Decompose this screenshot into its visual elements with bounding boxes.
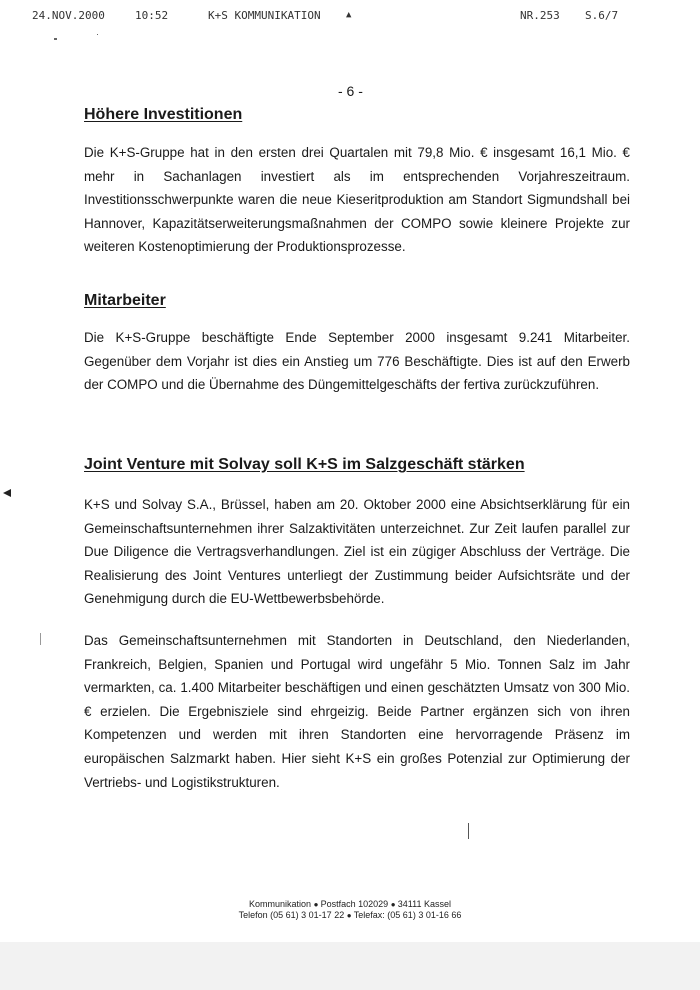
section-paragraph: Das Gemeinschaftsunternehmen mit Standorten in Deutschland, den Niederlanden, Frankreich, Belgien, Spanien und Portugal wird ungefähr 5 Mio. Tonnen Salz im Jahr vermarkten, ca. 1.400 Mitarbeiter beschäftigen und einen geschätzten Umsatz von 300 Mio. € erzielen. Die Ergebnisziele sind ehrgeizig. Beide Partner ergänzen sich von ihren Kompetenzen und werden mit ihren Standorten eine hervorragende Präsenz im europäischen Salzmarkt haben. Hier sieht K+S ein großes Potenzial zur Optimierung der Vertriebs- und Logistikstrukturen. [84,632,630,790]
section-joint-venture [84,456,630,794]
fax-mark-icon: ▲ [346,10,352,20]
scan-speck [54,38,57,40]
section-paragraph: K+S und Solvay S.A., Brüssel, haben am 20. Oktober 2000 eine Absichtserklärung für ein Gemeinschaftsunternehmen ihrer Salzaktivitäten unterzeichnet. Zur Zeit laufen parallel zur Due Diligence die Vertragsverhandlungen. Ziel ist ein zügiger Abschluss der Verträge. Die Realisierung des Joint Ventures unterliegt der Zustimmung beider Aufsichtsräte und der Genehmigung durch die EU-Wettbewerbsbehörde. [84,497,630,607]
bullet-separator: ● [346,911,354,920]
scan-speck [97,34,98,35]
footer-telefax: Telefax: (05 61) 3 01-16 66 [353,910,462,920]
footer-address-line [200,899,500,910]
fax-page: S.6/7 [585,9,619,22]
section-heading: Mitarbeiter [84,292,166,309]
fax-transmission-header [0,9,700,25]
bullet-separator: ● [313,900,321,909]
fax-time: 10:52 [135,9,169,22]
section-heading: Höhere Investitionen [84,106,243,123]
section-paragraph: Die K+S-Gruppe beschäftigte Ende September 2000 insgesamt 9.241 Mitarbeiter. Gegenüber dem Vorjahr ist dies ein Anstieg um 776 Beschäftigte. Dies ist auf den Erwerb der COMPO und die Übernahme des Düngemittelgeschäfts der fertiva zurückzuführen. [84,330,630,393]
fax-sender: K+S KOMMUNIKATION [208,9,321,22]
fax-number: NR.253 [520,9,560,22]
footer-city: 34111 Kassel [397,899,451,909]
footer-telefon: Telefon (05 61) 3 01-17 22 [238,910,345,920]
footer-dept: Kommunikation [249,899,312,909]
footer-contact-line [200,910,500,921]
letterhead-footer [200,899,500,921]
section-mitarbeiter [84,292,630,397]
margin-arrow-icon [3,489,11,497]
section-heading: Joint Venture mit Solvay soll K+S im Salzgeschäft stärken [84,456,525,473]
section-investitionen [84,106,630,259]
scan-bottom-band [0,942,700,990]
bullet-separator: ● [390,900,398,909]
fax-date: 24.NOV.2000 [32,9,105,22]
footer-postfach: Postfach 102029 [320,899,389,909]
scan-mark [468,823,469,839]
section-paragraph: Die K+S-Gruppe hat in den ersten drei Quartalen mit 79,8 Mio. € insgesamt 16,1 Mio. € mehr in Sachanlagen investiert als im entsprechenden Vorjahreszeitraum. Investitionsschwerpunkte waren die neue Kieseritproduktion am Standort Sigmundshall bei Hannover, Kapazitätserweiterungsmaßnahmen der COMPO sowie kleinere Projekte zur weiteren Kostenoptimierung der Produktionsprozesse. [84,145,630,255]
page-number: - 6 - [338,83,363,99]
scan-mark [40,633,41,645]
